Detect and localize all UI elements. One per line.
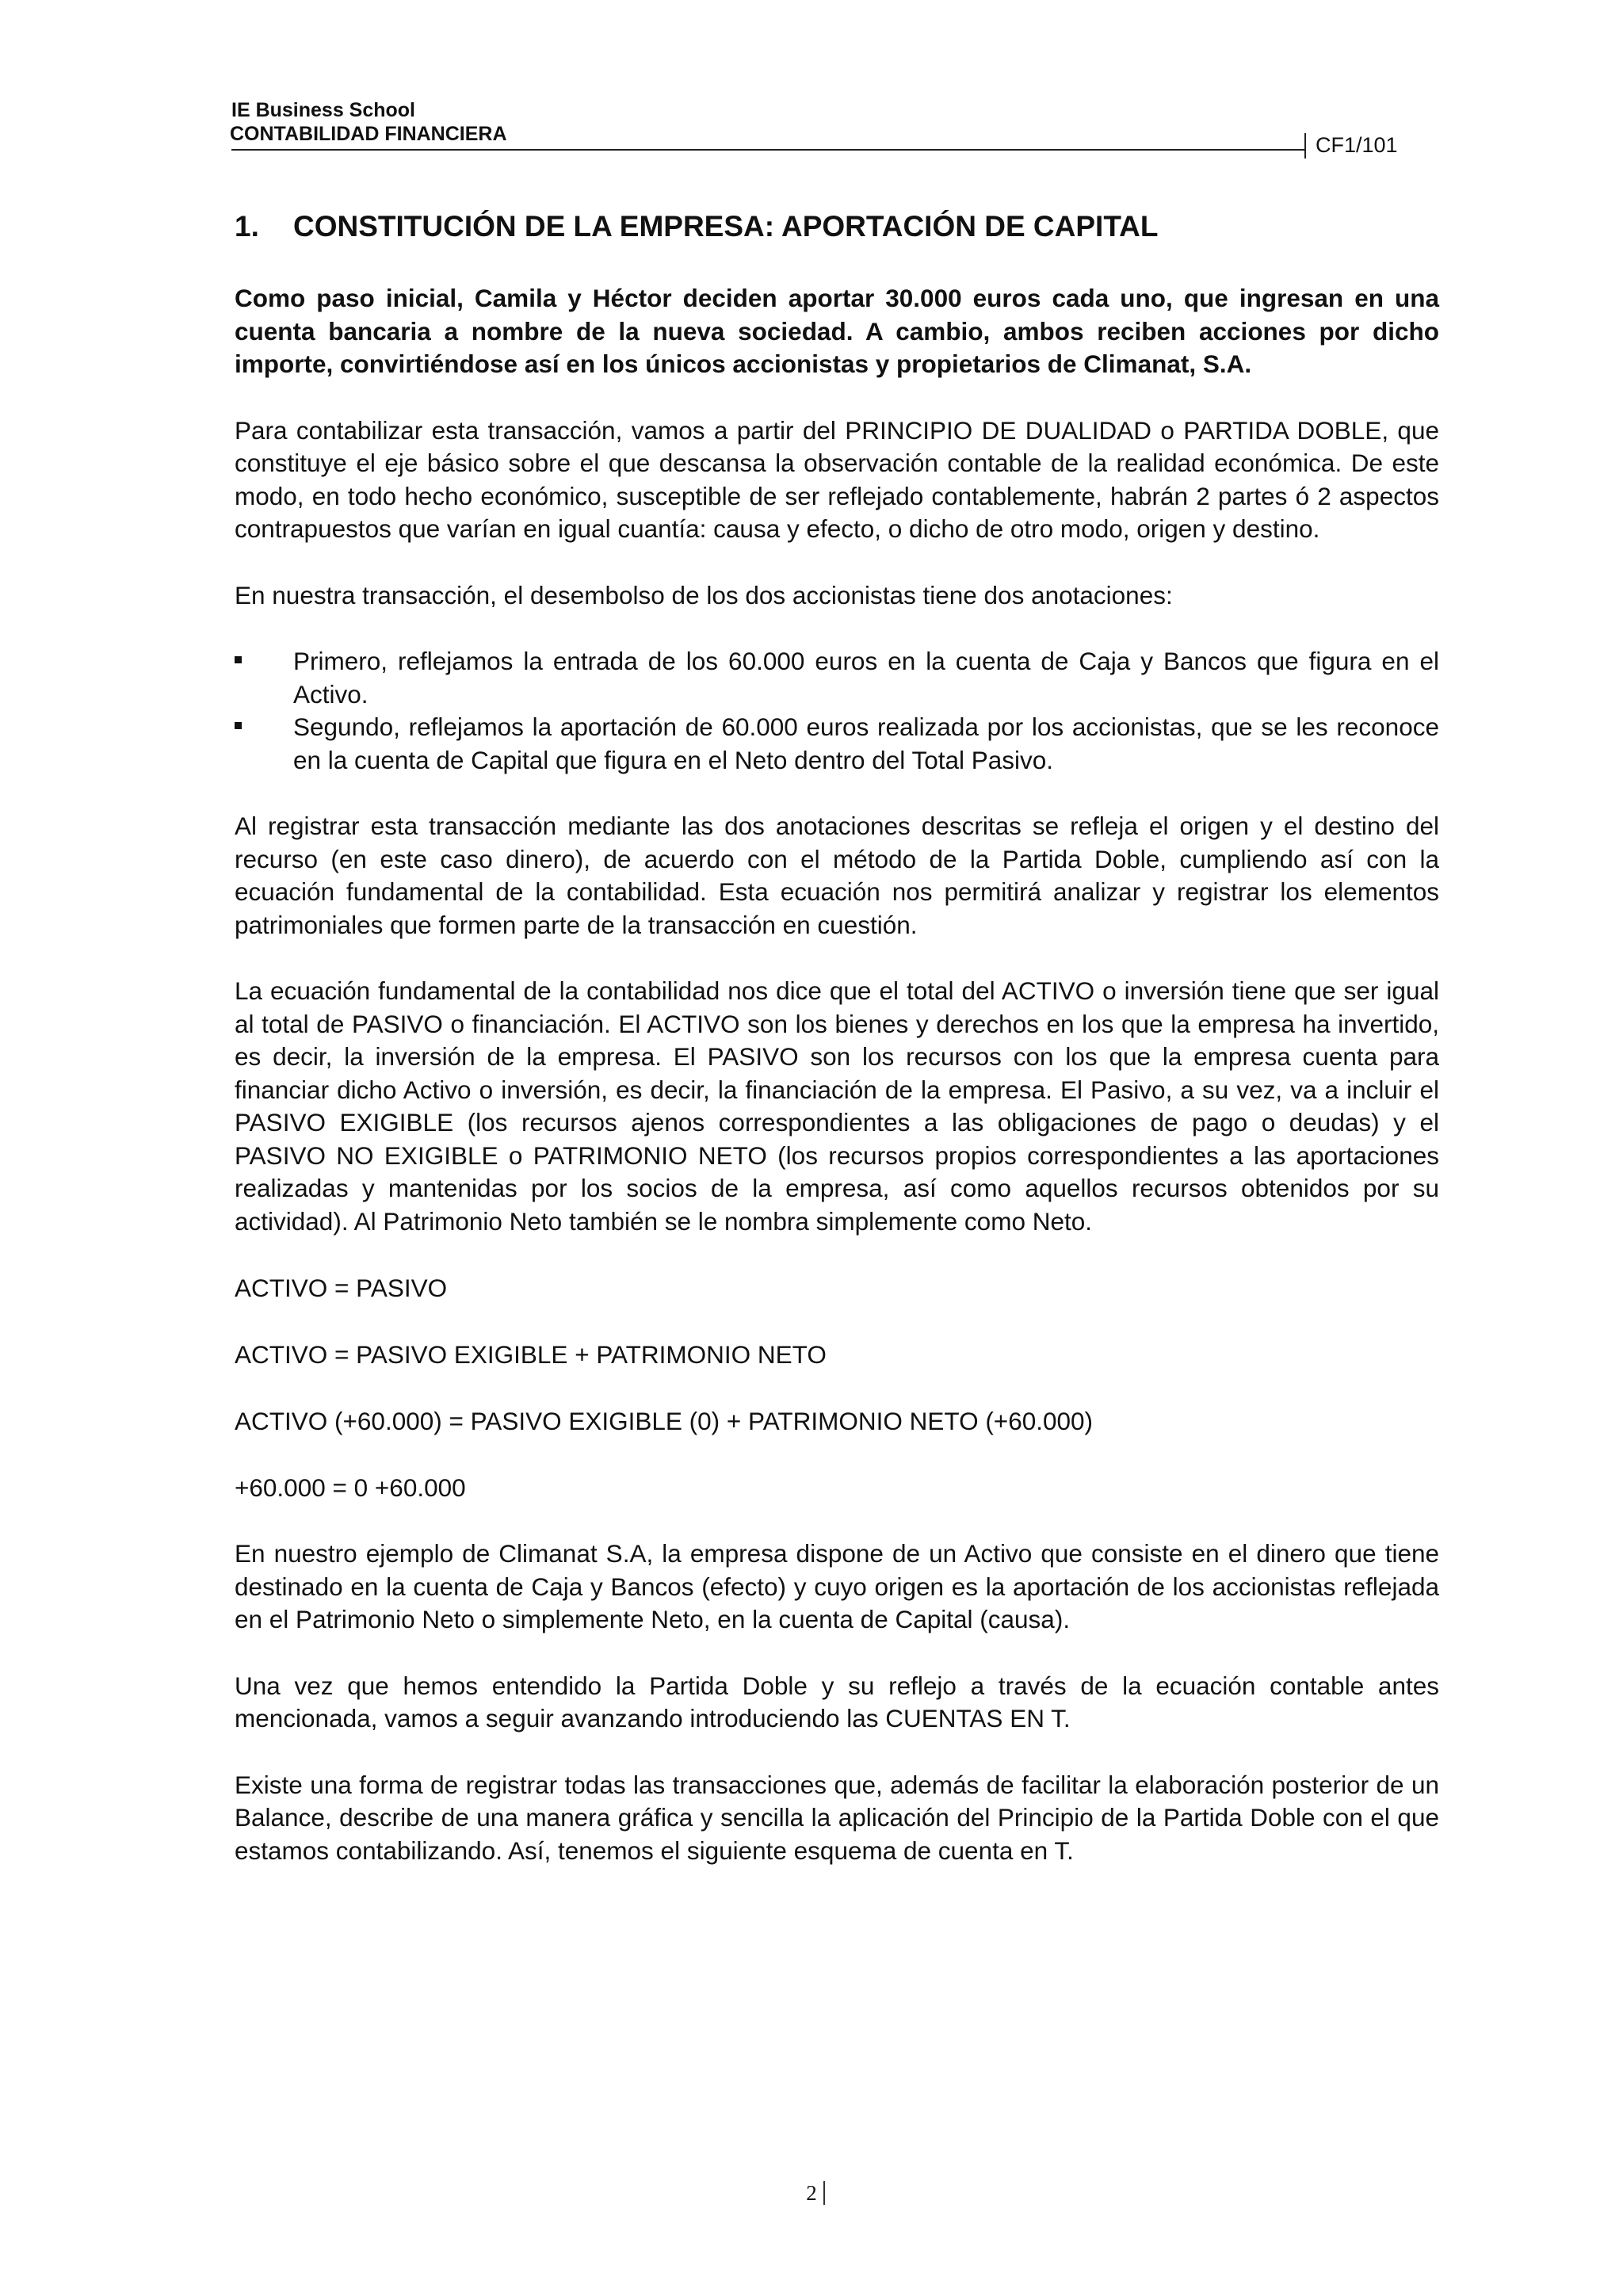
section-number: 1. (235, 210, 259, 243)
square-bullet-icon (235, 722, 242, 729)
list-item (235, 645, 1439, 711)
equation-4: +60.000 = 0 +60.000 (235, 1473, 466, 1502)
equation-3: ACTIVO (+60.000) = PASIVO EXIGIBLE (0) + PATRIMONIO NETO (+60.000) (235, 1407, 1094, 1435)
paragraph-ecuacion: La ecuación fundamental de la contabilidad nos dice que el total del ACTIVO o inversión tiene que ser igual al total de PASIVO o financiación. El ACTIVO son los bienes y derechos en los que la empresa ha invertido, es decir, la inversión de la empresa. El PASIVO son los recursos con los que la empresa cuenta para financiar dicho Activo o inversión, es decir, la financiación de la empresa. El Pasivo, a su vez, va a incluir el PASIVO EXIGIBLE (los recursos ajenos correspondientes a las obligaciones de pago o deudas) y el PASIVO NO EXIGIBLE o PATRIMONIO NETO (los recursos propios correspondientes a las aportaciones realizadas y mantenidas por los socios de la empresa, así como aquellos recursos obtenidos por su actividad). Al Patrimonio Neto también se le nombra simplemente como Neto. (235, 976, 1439, 1236)
bullet-list (235, 645, 1439, 777)
page-footer (0, 2181, 1623, 2206)
equation-2: ACTIVO = PASIVO EXIGIBLE + PATRIMONIO NETO (235, 1340, 827, 1369)
page-content (235, 208, 1439, 1867)
list-item-text: Primero, reflejamos la entrada de los 60.000 euros en la cuenta de Caja y Bancos que figura en el Activo. (293, 647, 1439, 709)
section-title: CONSTITUCIÓN DE LA EMPRESA: APORTACIÓN DE CAPITAL (293, 210, 1159, 243)
paragraph-anotaciones: En nuestra transacción, el desembolso de los dos accionistas tiene dos anotaciones: (235, 580, 1173, 609)
list-item-text: Segundo, reflejamos la aportación de 60.000 euros realizada por los accionistas, que se les reconoce en la cuenta de Capital que figura en el Neto dentro del Total Pasivo. (293, 712, 1439, 774)
paragraph-esquema: Existe una forma de registrar todas las transacciones que, además de facilitar la elaboración posterior de un Balance, describe de una manera gráfica y sencilla la aplicación del Principio de la Partida Doble con el que estamos contabilizando. Así, tenemos el siguiente esquema de cuenta en T. (235, 1770, 1439, 1865)
school-name: IE Business School (231, 99, 416, 121)
paragraph-registro: Al registrar esta transacción mediante las dos anotaciones descritas se refleja el origen y el destino del recurso (en este caso dinero), de acuerdo con el método de la Partida Doble, cumpliendo así con la ecuación fundamental de la contabilidad. Esta ecuación nos permitirá analizar y registrar los elementos patrimoniales que formen parte de la transacción en cuestión. (235, 812, 1439, 939)
page-header (230, 98, 1398, 157)
page-number: 2 (806, 2181, 825, 2205)
lead-paragraph: Como paso inicial, Camila y Héctor deciden aportar 30.000 euros cada uno, que ingresan en una cuenta bancaria a nombre de la nueva sociedad. A cambio, ambos reciben acciones por dicho importe, convirtiéndose así en los únicos accionistas y propietarios de Climanat, S.A. (235, 284, 1439, 378)
section-heading (235, 208, 1439, 246)
paragraph-cuentas-t: Una vez que hemos entendido la Partida Doble y su reflejo a través de la ecuación contable antes mencionada, vamos a seguir avanzando introduciendo las CUENTAS EN T. (235, 1671, 1439, 1733)
header-row (230, 122, 1398, 157)
equation-1: ACTIVO = PASIVO (235, 1274, 448, 1302)
course-name: CONTABILIDAD FINANCIERA (230, 123, 507, 145)
square-bullet-icon (235, 656, 242, 663)
paragraph-dualidad: Para contabilizar esta transacción, vamos a partir del PRINCIPIO DE DUALIDAD o PARTIDA DOBLE, que constituye el eje básico sobre el que descansa la observación contable de la realidad económica. De este modo, en todo hecho económico, susceptible de ser reflejado contablemente, habrán 2 partes ó 2 aspectos contrapuestos que varían en igual cuantía: causa y efecto, o dicho de otro modo, origen y destino. (235, 415, 1439, 543)
list-item (235, 711, 1439, 777)
paragraph-ejemplo: En nuestro ejemplo de Climanat S.A, la empresa dispone de un Activo que consiste en el dinero que tiene destinado en la cuenta de Caja y Bancos (efecto) y cuyo origen es la aportación de los accionistas reflejada en el Patrimonio Neto o simplemente Neto, en la cuenta de Capital (causa). (235, 1539, 1439, 1633)
document-code: CF1/101 (1304, 133, 1395, 159)
